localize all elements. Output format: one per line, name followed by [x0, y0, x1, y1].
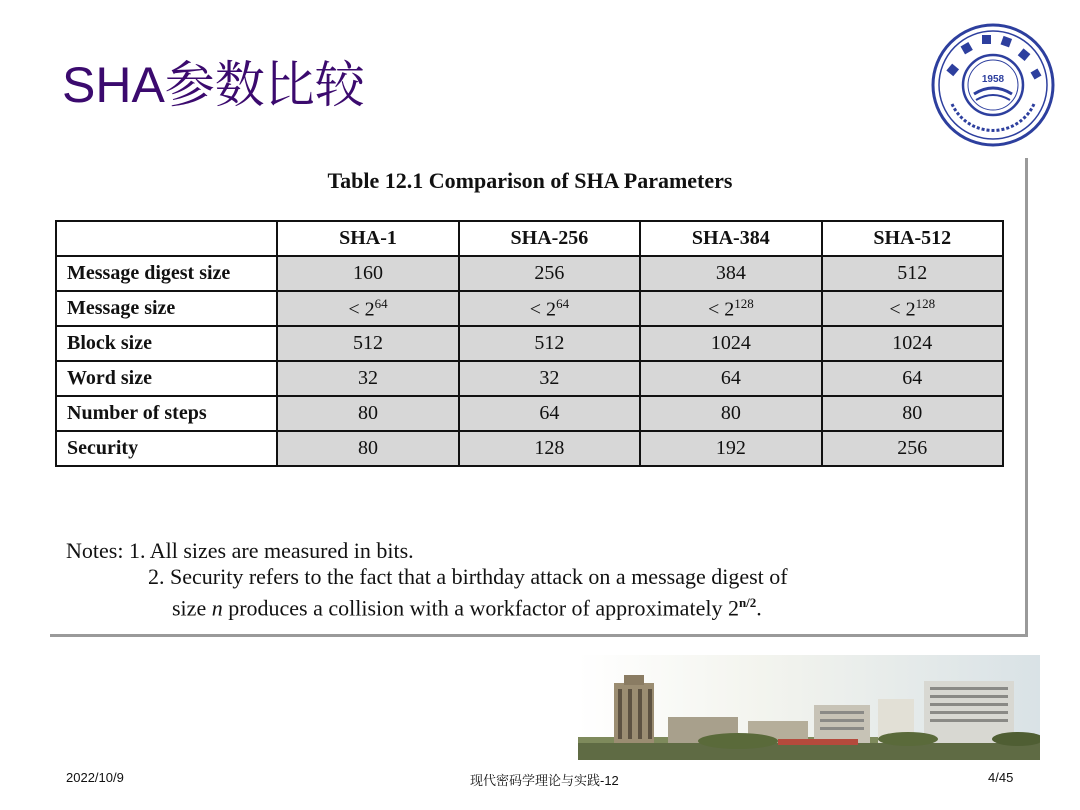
header-sha384: SHA-384 [640, 221, 821, 256]
table-cell: 512 [459, 326, 640, 361]
note-line-3: size n produces a collision with a workfactor of approximately $2^{n/2}$. [172, 595, 762, 621]
exponent: 128 [915, 295, 936, 311]
table-cell: 384 [640, 256, 821, 291]
table-cell: 192 [640, 431, 821, 466]
footer-page-number: 4/45 [988, 770, 1014, 785]
table-cell: 160 [277, 256, 458, 291]
table-cell: 64 [822, 361, 1003, 396]
row-label: Security [56, 431, 277, 466]
table-cell: 256 [459, 256, 640, 291]
table-cell: 128 [459, 431, 640, 466]
table-row [56, 361, 1003, 396]
table-cell: 32 [277, 361, 458, 396]
row-label: Message digest size [56, 256, 277, 291]
exponent: 128 [734, 295, 754, 311]
sha-parameters-table [55, 220, 1004, 467]
note-line-2: 2. Security refers to the fact that a birthday attack on a message digest of [148, 564, 788, 589]
row-label: Message size [56, 291, 277, 326]
table-row [56, 291, 1003, 326]
university-seal-logo [930, 22, 1056, 148]
table-cell: 256 [822, 431, 1003, 466]
table-cell: 80 [822, 396, 1003, 431]
table-cell: 1024 [640, 326, 821, 361]
table-cell: < $2^{64}$ [459, 291, 640, 326]
table-cell: < $2^{128}$ [640, 291, 821, 326]
seal-year: 1958 [981, 74, 1005, 85]
table-cell: 80 [277, 396, 458, 431]
table-cell: < $2^{64}$ [277, 291, 458, 326]
header-sha1: SHA-1 [277, 221, 458, 256]
row-label: Number of steps [56, 396, 277, 431]
campus-photo [578, 655, 1040, 760]
table-cell: 64 [459, 396, 640, 431]
row-label: Word size [56, 361, 277, 396]
table-row [56, 431, 1003, 466]
note-line-1: Notes: 1. All sizes are measured in bits. [66, 538, 414, 563]
table-cell: 80 [640, 396, 821, 431]
slide-title: SHA参数比较 [62, 57, 365, 113]
header-sha256: SHA-256 [459, 221, 640, 256]
footer-date: 2022/10/9 [66, 770, 124, 785]
footer-course-title: 现代密码学理论与实践-12 [470, 773, 619, 788]
table-cell: 32 [459, 361, 640, 396]
exponent: 64 [374, 295, 388, 311]
table-cell: 64 [640, 361, 821, 396]
table-notes [66, 538, 788, 621]
exponent-n-over-2: n/2 [738, 595, 757, 610]
exponent: 64 [556, 295, 570, 311]
row-label: Block size [56, 326, 277, 361]
header-empty [56, 221, 277, 256]
header-sha512: SHA-512 [822, 221, 1003, 256]
table-header-row [56, 221, 1003, 256]
table-row [56, 256, 1003, 291]
table-row [56, 396, 1003, 431]
table-cell: 1024 [822, 326, 1003, 361]
table-row [56, 326, 1003, 361]
table-cell: 512 [822, 256, 1003, 291]
variable-n: n [211, 595, 223, 621]
table-caption: Table 12.1 Comparison of SHA Parameters [327, 168, 733, 193]
table-cell: 512 [277, 326, 458, 361]
table-cell: < $2^{128}$ [822, 291, 1003, 326]
table-cell: 80 [277, 431, 458, 466]
